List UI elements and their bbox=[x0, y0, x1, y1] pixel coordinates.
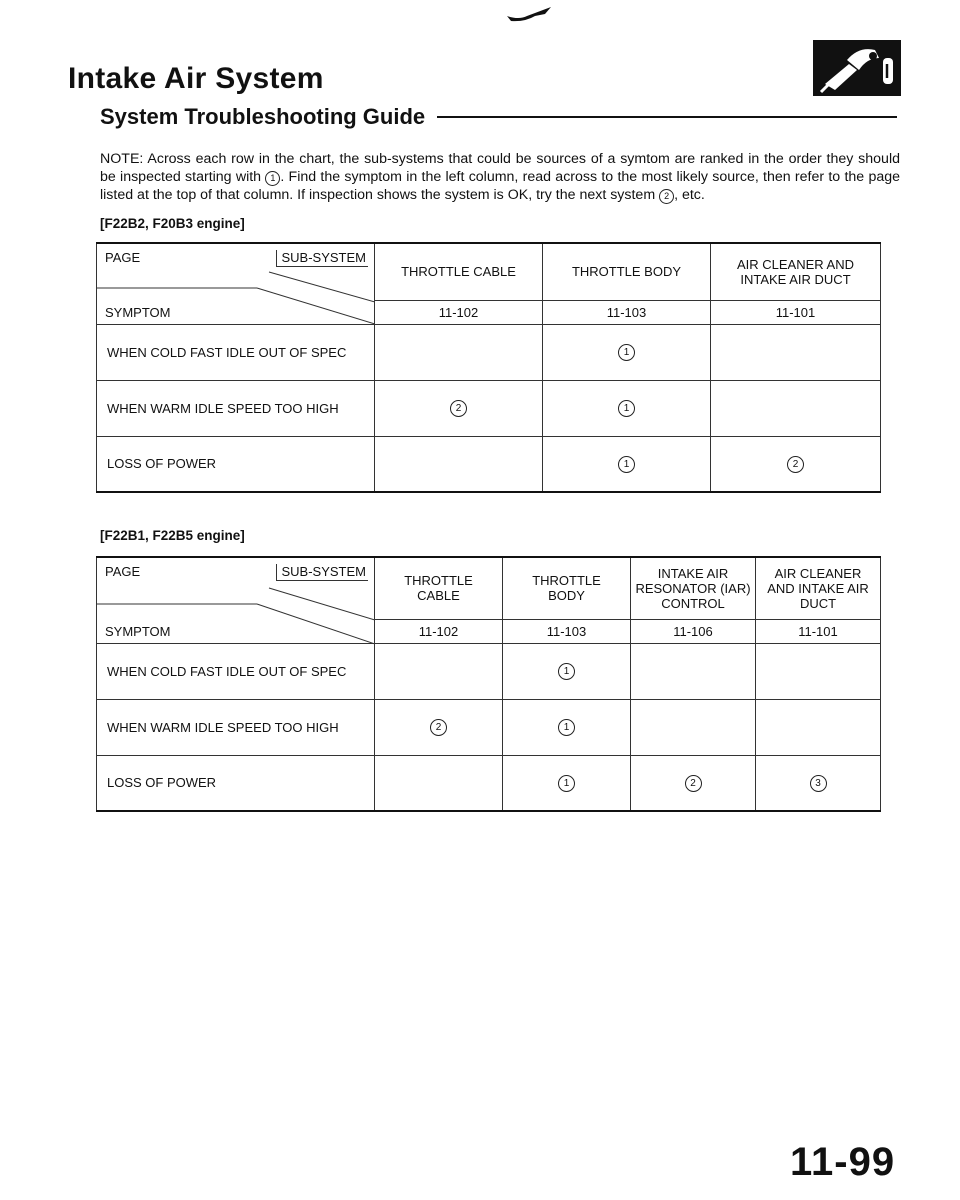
note-text-1: NOTE: Across each row in the chart, the sub-systems that could be sources of a symtom are ranked in the order they should be inspected starting with bbox=[100, 151, 900, 185]
column-header: THROTTLE CABLE bbox=[375, 557, 503, 619]
symptom-cell: WHEN WARM IDLE SPEED TOO HIGH bbox=[97, 380, 375, 436]
table-row bbox=[97, 755, 881, 811]
rank-cell bbox=[503, 643, 631, 699]
engine-label-b: [F22B1, F22B5 engine] bbox=[100, 528, 245, 543]
table-row bbox=[97, 436, 881, 492]
troubleshooting-note bbox=[100, 150, 900, 204]
section-subtitle: System Troubleshooting Guide bbox=[100, 104, 426, 129]
page-number: 11-99 bbox=[790, 1140, 896, 1184]
rank-cell bbox=[503, 755, 631, 811]
rank-marker: 1 bbox=[618, 400, 635, 417]
rank-marker: 2 bbox=[787, 456, 804, 473]
symptom-cell: LOSS OF POWER bbox=[97, 436, 375, 492]
rank-cell bbox=[631, 699, 756, 755]
rank-cell bbox=[375, 380, 543, 436]
rank-marker: 2 bbox=[685, 775, 702, 792]
rank-cell bbox=[543, 324, 711, 380]
rank-cell bbox=[543, 436, 711, 492]
table-row bbox=[97, 643, 881, 699]
column-page-ref: 11-102 bbox=[375, 300, 543, 324]
column-header: THROTTLE BODY bbox=[543, 243, 711, 300]
troubleshooting-table-a bbox=[96, 242, 881, 493]
page-label: PAGE bbox=[105, 250, 141, 265]
column-header: AIR CLEANER AND INTAKE AIR DUCT bbox=[756, 557, 881, 619]
rank-marker: 2 bbox=[430, 719, 447, 736]
rank-cell bbox=[375, 324, 543, 380]
column-page-ref: 11-101 bbox=[756, 619, 881, 643]
rank-cell bbox=[711, 436, 881, 492]
column-page-ref: 11-101 bbox=[711, 300, 881, 324]
rank-cell bbox=[543, 380, 711, 436]
column-header: THROTTLE CABLE bbox=[375, 243, 543, 300]
intake-tool-logo-icon bbox=[813, 40, 901, 96]
rank-cell bbox=[631, 755, 756, 811]
rank-marker: 1 bbox=[558, 775, 575, 792]
top-decorative-mark bbox=[505, 4, 553, 24]
rank-marker: 1 bbox=[558, 663, 575, 680]
rank-cell bbox=[711, 380, 881, 436]
page-label: PAGE bbox=[105, 564, 141, 579]
rank-cell bbox=[375, 436, 543, 492]
column-page-ref: 11-106 bbox=[631, 619, 756, 643]
symptom-cell: LOSS OF POWER bbox=[97, 755, 375, 811]
rank-cell bbox=[756, 755, 881, 811]
subtitle-rule bbox=[437, 116, 897, 118]
rank-cell bbox=[756, 643, 881, 699]
rank-cell bbox=[375, 699, 503, 755]
page-title: Intake Air System bbox=[68, 62, 324, 95]
rank-cell bbox=[631, 643, 756, 699]
troubleshooting-table-b bbox=[96, 556, 881, 812]
engine-label-a: [F22B2, F20B3 engine] bbox=[100, 216, 245, 231]
rank-marker: 1 bbox=[558, 719, 575, 736]
note-text-3: , etc. bbox=[674, 187, 705, 203]
table-row bbox=[97, 380, 881, 436]
note-text-2: . Find the symptom in the left column, read across to the most likely source, then refer to the page listed at the top of that column. If inspection shows the system is OK, try the next system bbox=[100, 169, 901, 203]
rank-marker: 2 bbox=[450, 400, 467, 417]
symptom-label: SYMPTOM bbox=[105, 304, 171, 320]
rank-cell bbox=[375, 643, 503, 699]
symptom-cell: WHEN COLD FAST IDLE OUT OF SPEC bbox=[97, 643, 375, 699]
rank-cell bbox=[375, 755, 503, 811]
column-header: AIR CLEANER AND INTAKE AIR DUCT bbox=[711, 243, 881, 300]
rank-marker: 1 bbox=[618, 456, 635, 473]
sub-system-label: SUB-SYSTEM bbox=[276, 564, 368, 581]
symptom-label: SYMPTOM bbox=[105, 623, 171, 639]
column-page-ref: 11-103 bbox=[543, 300, 711, 324]
rank-two-marker: 2 bbox=[659, 189, 674, 204]
column-header: INTAKE AIR RESONATOR (IAR) CONTROL bbox=[631, 557, 756, 619]
rank-marker: 1 bbox=[618, 344, 635, 361]
column-page-ref: 11-102 bbox=[375, 619, 503, 643]
table-row bbox=[97, 699, 881, 755]
rank-marker: 3 bbox=[810, 775, 827, 792]
header-corner-cell bbox=[97, 557, 375, 643]
rank-one-marker: 1 bbox=[265, 171, 280, 186]
rank-cell bbox=[503, 699, 631, 755]
column-page-ref: 11-103 bbox=[503, 619, 631, 643]
rank-cell bbox=[756, 699, 881, 755]
sub-system-label: SUB-SYSTEM bbox=[276, 250, 368, 267]
table-row bbox=[97, 324, 881, 380]
symptom-cell: WHEN WARM IDLE SPEED TOO HIGH bbox=[97, 699, 375, 755]
symptom-cell: WHEN COLD FAST IDLE OUT OF SPEC bbox=[97, 324, 375, 380]
header-corner-cell bbox=[97, 243, 375, 324]
column-header: THROTTLE BODY bbox=[503, 557, 631, 619]
rank-cell bbox=[711, 324, 881, 380]
